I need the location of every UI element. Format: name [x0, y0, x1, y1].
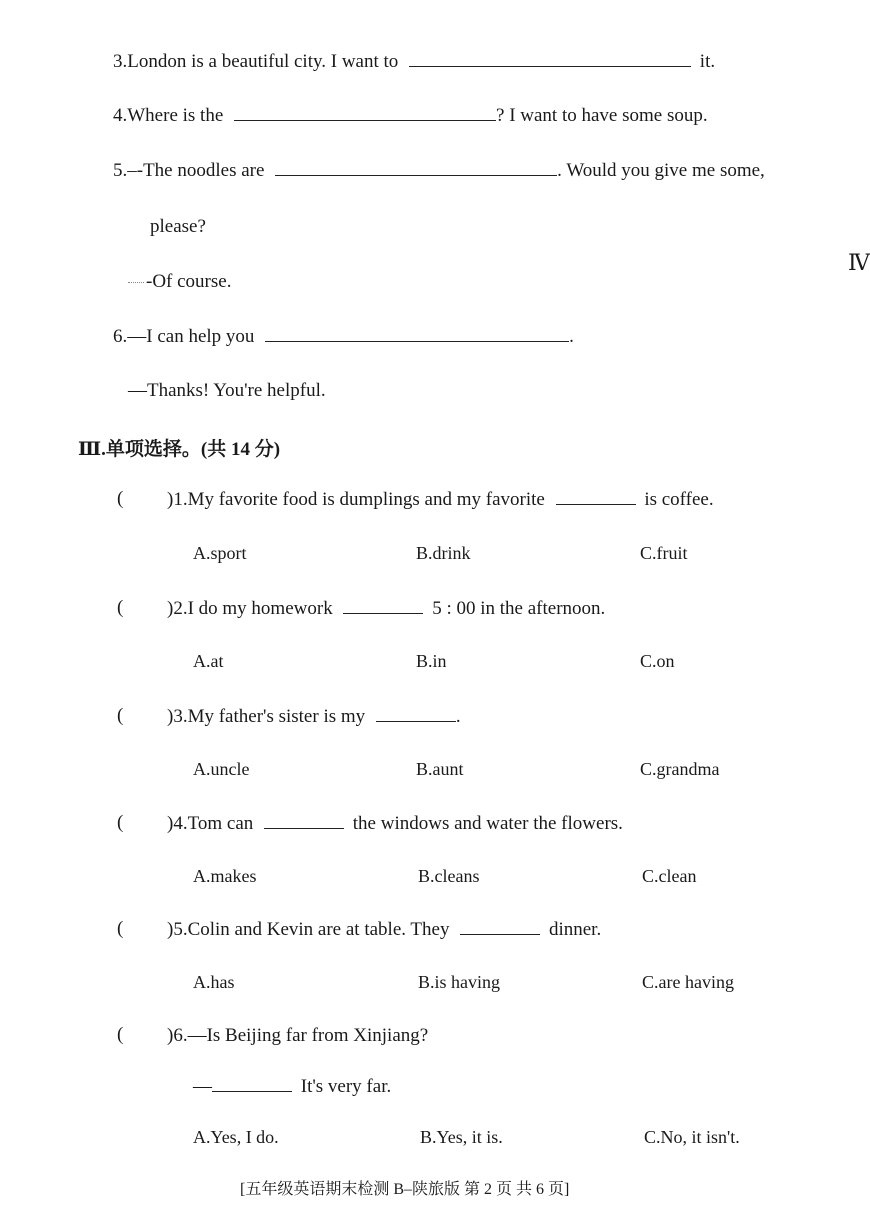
- mc-question-1: [167, 488, 714, 512]
- mc-question-4: [167, 812, 623, 836]
- question-text: 5 : 00 in the afternoon.: [432, 598, 606, 619]
- question-text: 1.My favorite food is dumplings and my favorite: [173, 489, 545, 510]
- question-text: 3.London is a beautiful city. I want to: [113, 51, 399, 72]
- question-text: it.: [699, 51, 716, 72]
- mc-question-6: [167, 1024, 428, 1048]
- option-b[interactable]: B.is having: [418, 972, 501, 992]
- answer-blank[interactable]: [264, 814, 344, 829]
- option-a[interactable]: A.has: [193, 972, 235, 992]
- reply-text: It's very far.: [300, 1076, 392, 1097]
- question-4: [113, 104, 708, 128]
- question-text: 4.Tom can: [173, 813, 254, 834]
- answer-blank[interactable]: [376, 707, 456, 722]
- question-text: is coffee.: [644, 489, 714, 510]
- question-text: 2.I do my homework: [173, 598, 333, 619]
- answer-paren-open[interactable]: (: [117, 488, 124, 509]
- page-footer: [五年级英语期末检测 B–陕旅版 第 2 页 共 6 页]: [240, 1181, 570, 1198]
- answer-paren-open[interactable]: (: [117, 1024, 124, 1045]
- mc-question-5: [167, 918, 601, 942]
- answer-blank[interactable]: [343, 599, 423, 614]
- section-title: Ⅲ.单项选择。(共 14 分): [78, 439, 281, 460]
- answer-paren-close: ): [167, 1025, 174, 1046]
- answer-paren-open[interactable]: (: [117, 597, 124, 618]
- answer-blank[interactable]: [265, 327, 569, 342]
- answer-blank[interactable]: [234, 106, 496, 121]
- answer-paren-open[interactable]: (: [117, 705, 124, 726]
- option-c[interactable]: C.on: [640, 651, 675, 671]
- answer-blank[interactable]: [460, 920, 540, 935]
- option-a[interactable]: A.uncle: [193, 759, 250, 779]
- question-5-reply: [128, 270, 231, 294]
- option-a[interactable]: A.makes: [193, 866, 257, 886]
- reply-text: -Of course.: [146, 271, 232, 292]
- answer-paren-close: ): [167, 919, 174, 940]
- option-b[interactable]: B.drink: [416, 543, 471, 563]
- question-5-continued: please?: [150, 216, 206, 237]
- question-text: 3.My father's sister is my: [173, 706, 366, 727]
- answer-paren-close: ): [167, 598, 174, 619]
- option-a[interactable]: A.at: [193, 651, 224, 671]
- option-a[interactable]: A.Yes, I do.: [193, 1127, 279, 1147]
- answer-paren-close: ): [167, 706, 174, 727]
- answer-paren-close: ): [167, 813, 174, 834]
- option-c[interactable]: C.No, it isn't.: [644, 1127, 740, 1147]
- option-b[interactable]: B.in: [416, 651, 447, 671]
- question-text: ? I want to have some soup.: [496, 105, 708, 126]
- question-6: [113, 325, 574, 349]
- answer-paren-open[interactable]: (: [117, 918, 124, 939]
- answer-blank[interactable]: [275, 161, 557, 176]
- question-text: dinner.: [548, 919, 602, 940]
- question-6-reply: —Thanks! You're helpful.: [128, 380, 326, 401]
- option-c[interactable]: C.grandma: [640, 759, 720, 779]
- answer-paren-close: ): [167, 489, 174, 510]
- question-3: [113, 50, 715, 74]
- edge-section-mark: Ⅳ: [848, 250, 870, 275]
- question-text: .: [455, 706, 461, 727]
- question-text: 4.Where is the: [113, 105, 224, 126]
- dotted-mark: [128, 282, 144, 283]
- answer-blank[interactable]: [409, 52, 691, 67]
- answer-blank[interactable]: [212, 1077, 292, 1092]
- mc-question-2: [167, 597, 605, 621]
- question-text: .: [569, 326, 574, 347]
- mc-question-6-reply: [193, 1075, 391, 1099]
- question-text: 6.—Is Beijing far from Xinjiang?: [173, 1025, 429, 1046]
- reply-dash: —: [193, 1076, 212, 1097]
- answer-blank[interactable]: [556, 490, 636, 505]
- question-text: 5.Colin and Kevin are at table. They: [173, 919, 450, 940]
- question-5: [113, 159, 765, 183]
- option-b[interactable]: B.Yes, it is.: [420, 1127, 503, 1147]
- option-c[interactable]: C.fruit: [640, 543, 688, 563]
- option-b[interactable]: B.cleans: [418, 866, 480, 886]
- question-text: 6.—I can help you: [113, 326, 255, 347]
- option-c[interactable]: C.clean: [642, 866, 697, 886]
- option-b[interactable]: B.aunt: [416, 759, 464, 779]
- question-text: . Would you give me some,: [557, 160, 765, 181]
- option-a[interactable]: A.sport: [193, 543, 247, 563]
- answer-paren-open[interactable]: (: [117, 812, 124, 833]
- option-c[interactable]: C.are having: [642, 972, 734, 992]
- question-text: 5.–-The noodles are: [113, 160, 265, 181]
- question-text: the windows and water the flowers.: [352, 813, 623, 834]
- mc-question-3: [167, 705, 461, 729]
